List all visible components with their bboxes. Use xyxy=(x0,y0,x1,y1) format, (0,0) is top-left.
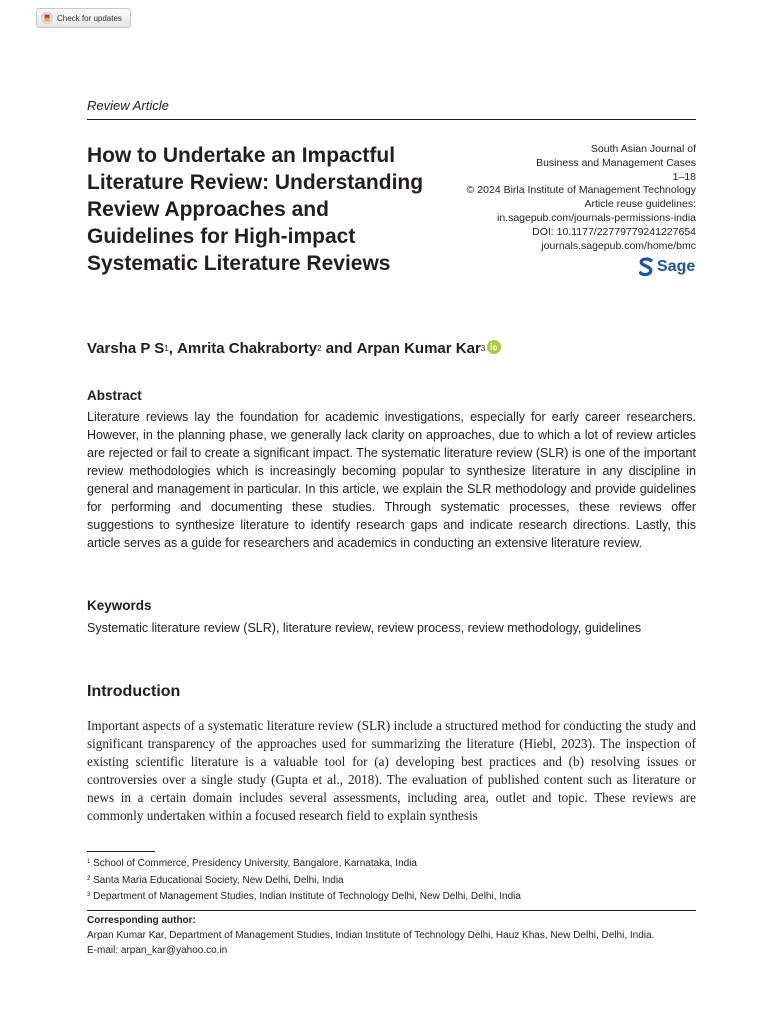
corresponding-address: Arpan Kumar Kar, Department of Management Studies, Indian Institute of Technology Delhi, Hauz Khas, New Delhi, Delhi, India. xyxy=(87,929,655,941)
journal-homepage-link[interactable]: journals.sagepub.com/home/bmc xyxy=(541,239,696,252)
affiliation-footnotes xyxy=(87,855,696,905)
footnote-text: Santa Maria Educational Society, New Delhi, Delhi, India xyxy=(93,874,344,886)
footnote-divider xyxy=(87,851,155,852)
author-separator: , xyxy=(168,340,178,357)
check-for-updates-label: Check for updates xyxy=(57,13,122,23)
footnote-text: Department of Management Studies, Indian Institute of Technology Delhi, New Delhi, Delhi, India xyxy=(93,891,521,902)
sage-s-icon xyxy=(638,257,654,277)
footnote-number: 2 xyxy=(87,875,91,882)
author-affiliation-marker: 3 xyxy=(480,344,486,353)
copyright: © 2024 Birla Institute of Management Technology xyxy=(466,184,696,197)
footnote-number: 3 xyxy=(87,892,91,898)
footnote-item xyxy=(87,872,696,889)
corresponding-email[interactable]: E-mail: arpan_kar@yahoo.co.in xyxy=(87,944,228,956)
corresponding-label: Corresponding author: xyxy=(87,915,196,926)
keywords-heading: Keywords xyxy=(87,598,152,613)
article-title: How to Undertake an Impactful Literature Review: Understanding Review Approaches and Guidelines for High-impact Systematic Literature Reviews xyxy=(87,144,424,275)
journal-name-line-1: South Asian Journal of xyxy=(590,143,696,155)
abstract-text: Literature reviews lay the foundation for academic investigations, especially for early career researchers. However, in the planning phase, we generally lack clarity on approaches, due to which a lot of review articles are rejected or fail to create a significant impact. The systematic literature review (SLR) is one of the important review methodologies which is increasingly becoming popular to synthesize literature in any discipline in general and management in particular. In this article, we explain the SLR methodology and provide guidelines for performing and documenting these studies. Through systematic processes, these reviews offer suggestions to synthesize literature to identify research gaps and indicate research directions. Lastly, this article serves as a guide for researchers and academics in conducting an extensive literature review. xyxy=(87,410,696,550)
reuse-link[interactable]: in.sagepub.com/journals-permissions-india xyxy=(496,211,696,224)
corresponding-divider xyxy=(87,910,696,911)
article-type: Review Article xyxy=(87,98,169,113)
abstract-heading: Abstract xyxy=(87,388,142,403)
author-name[interactable]: Arpan Kumar Kar xyxy=(356,340,481,357)
journal-info xyxy=(406,143,696,253)
sage-wordmark: Sage xyxy=(657,258,696,275)
author-list xyxy=(87,340,696,357)
sage-logo xyxy=(638,256,695,278)
orcid-icon[interactable] xyxy=(487,340,501,354)
doi[interactable]: DOI: 10.1177/22779779241227654 xyxy=(532,225,696,238)
header-divider xyxy=(87,119,696,120)
journal-name-line-2: Business and Management Cases xyxy=(536,156,696,169)
author-affiliation-marker: 2 xyxy=(317,344,322,353)
page-range: 1–18 xyxy=(672,170,696,183)
author-name[interactable]: Varsha P S xyxy=(87,340,165,357)
author-affiliation-marker: 1 xyxy=(164,344,169,353)
introduction-heading: Introduction xyxy=(87,683,181,700)
keywords-text: Systematic literature review (SLR), literature review, review process, review methodology, guidelines xyxy=(87,621,642,635)
footnote-item xyxy=(87,888,696,905)
introduction-text: Important aspects of a systematic literature review (SLR) include a structured method for conducting the study and significant transparency of the approaches used for summarizing the literature (Hiebl, 2023). The inspection of existing scientific literature is a valuable tool for (a) developing best practices and (b) resolving issues or controversies over a single study (Gupta et al., 2018). The evaluation of published content such as literature or news in a certain domain includes several assessments, including area, outlet and topic. These reviews are commonly undertaken within a focused research field to explain synthesis xyxy=(87,718,696,823)
footnote-item xyxy=(87,855,696,872)
check-for-updates-button[interactable] xyxy=(36,8,131,28)
footnote-text: School of Commerce, Presidency University, Bangalore, Karnataka, India xyxy=(93,858,417,869)
reuse-label: Article reuse guidelines: xyxy=(584,198,696,211)
author-name[interactable]: Amrita Chakraborty xyxy=(177,340,318,357)
crossmark-icon xyxy=(41,12,53,24)
corresponding-author-block xyxy=(87,914,707,958)
footnote-number: 1 xyxy=(87,859,91,865)
author-separator: and xyxy=(321,340,357,357)
